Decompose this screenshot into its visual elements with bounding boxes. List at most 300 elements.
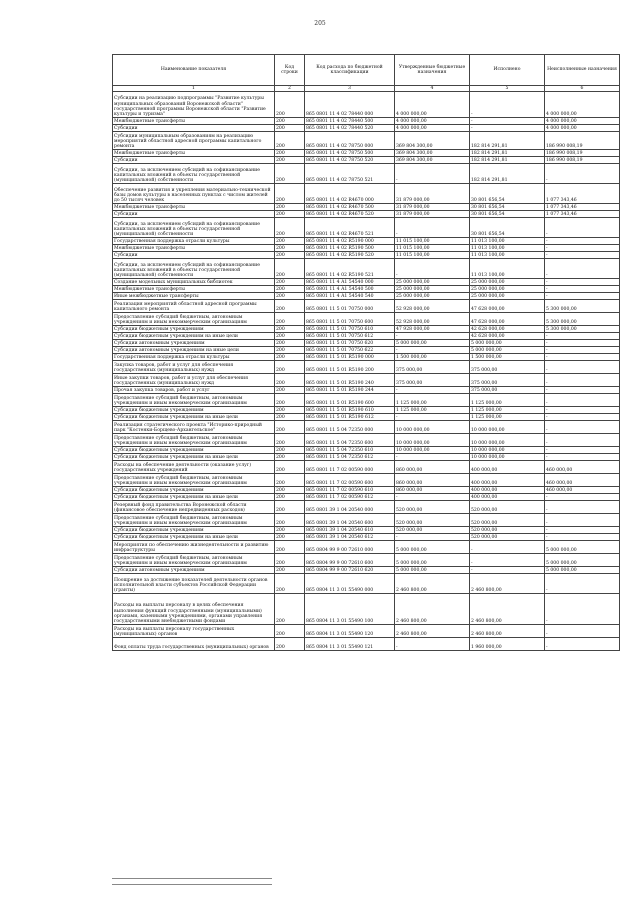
row-code-cell: 200 (275, 474, 305, 487)
row-code-cell: 200 (275, 347, 305, 354)
table-row (113, 474, 620, 487)
row-executed-cell: 42 628 000,00 (470, 333, 545, 340)
row-executed-cell: 11 013 100,00 (470, 245, 545, 252)
row-classification-cell: 865 0801 11 4 02 R4670 520 (305, 211, 395, 218)
row-name-cell: Реализация стратегического проекта "Историко-природный парк "Костенки-Борщево-Архангельское" (113, 421, 275, 434)
row-unexecuted-cell: - (545, 238, 620, 245)
row-code-cell: 200 (275, 361, 305, 374)
table-row (113, 534, 620, 541)
row-classification-cell: 865 0801 11 7 02 00590 000 (305, 461, 395, 474)
row-executed-cell: 42 628 000,00 (470, 326, 545, 333)
header-approved: Утвержденные бюджетные назначения (395, 55, 470, 86)
row-classification-cell: 865 0801 11 4 02 R5190 521 (305, 259, 395, 279)
row-name-cell: Межбюджетные трансферты (113, 245, 275, 252)
row-classification-cell: 865 0804 99 9 00 72610 620 (305, 567, 395, 574)
row-unexecuted-cell: 1 077 343,46 (545, 211, 620, 218)
row-classification-cell: 865 0801 11 7 02 00590 612 (305, 494, 395, 501)
row-unexecuted-cell: 5 300 000,00 (545, 326, 620, 333)
row-classification-cell: 865 0801 11 5 01 70750 620 (305, 340, 395, 347)
row-unexecuted-cell: - (545, 414, 620, 421)
table-row (113, 92, 620, 118)
row-classification-cell: 865 0801 11 4 A1 54540 000 (305, 279, 395, 286)
row-classification-cell: 865 0801 11 4 02 78750 521 (305, 164, 395, 184)
table-row (113, 125, 620, 132)
row-approved-cell: 860 000,00 (395, 487, 470, 494)
header-name: Наименование показателя (113, 55, 275, 86)
row-unexecuted-cell: - (545, 407, 620, 414)
row-code-cell: 200 (275, 494, 305, 501)
row-approved-cell: 2 460 800,00 (395, 594, 470, 625)
table-row (113, 625, 620, 638)
row-approved-cell: 11 015 100,00 (395, 238, 470, 245)
row-executed-cell: 10 000 000,00 (470, 434, 545, 447)
row-code-cell: 200 (275, 279, 305, 286)
row-classification-cell: 865 0801 39 1 04 20540 000 (305, 501, 395, 514)
row-classification-cell: 865 0801 11 5 04 72350 000 (305, 421, 395, 434)
row-name-cell: Межбюджетные трансферты (113, 204, 275, 211)
row-classification-cell: 865 0801 11 4 02 R5190 000 (305, 238, 395, 245)
row-unexecuted-cell: - (545, 374, 620, 387)
row-approved-cell: 4 000 000,00 (395, 118, 470, 125)
table-row (113, 638, 620, 651)
table-row (113, 407, 620, 414)
row-unexecuted-cell: - (545, 534, 620, 541)
row-executed-cell: 520 000,00 (470, 501, 545, 514)
row-classification-cell: 865 0801 11 4 02 78750 520 (305, 157, 395, 164)
row-unexecuted-cell: - (545, 252, 620, 259)
row-approved-cell: 4 000 000,00 (395, 125, 470, 132)
row-executed-cell: 375 000,00 (470, 374, 545, 387)
row-code-cell: 200 (275, 434, 305, 447)
row-code-cell: 200 (275, 313, 305, 326)
row-code-cell: 200 (275, 527, 305, 534)
row-code-cell: 200 (275, 184, 305, 204)
row-approved-cell: - (395, 414, 470, 421)
row-approved-cell: - (395, 259, 470, 279)
row-executed-cell: 375 000,00 (470, 361, 545, 374)
table-row (113, 211, 620, 218)
row-code-cell: 200 (275, 259, 305, 279)
row-unexecuted-cell: - (545, 293, 620, 300)
row-executed-cell: 1 500 000,00 (470, 354, 545, 361)
row-executed-cell: - (470, 118, 545, 125)
row-code-cell: 200 (275, 125, 305, 132)
row-approved-cell: - (395, 534, 470, 541)
row-classification-cell: 865 0801 11 4 A1 54540 540 (305, 293, 395, 300)
table-row (113, 387, 620, 394)
row-executed-cell: - (470, 554, 545, 567)
table-row (113, 487, 620, 494)
table-row (113, 340, 620, 347)
table-row (113, 567, 620, 574)
row-unexecuted-cell: 460 000,00 (545, 487, 620, 494)
row-approved-cell: 11 015 100,00 (395, 252, 470, 259)
row-classification-cell: 865 0801 39 1 04 20540 610 (305, 527, 395, 534)
row-approved-cell: 2 460 800,00 (395, 625, 470, 638)
row-executed-cell: 2 460 800,00 (470, 594, 545, 625)
row-name-cell: Мероприятия по обеспечению жизнедеятельности и развитию инфраструктуры (113, 541, 275, 554)
row-unexecuted-cell: - (545, 333, 620, 340)
row-name-cell: Реализация мероприятий областной адресной программы капитального ремонта (113, 300, 275, 313)
row-approved-cell: 375 000,00 (395, 361, 470, 374)
row-classification-cell: 865 0801 11 5 04 72350 610 (305, 447, 395, 454)
row-approved-cell: 52 928 000,00 (395, 313, 470, 326)
table-row (113, 204, 620, 211)
table-row (113, 394, 620, 407)
table-row (113, 245, 620, 252)
row-unexecuted-cell: 4 000 000,00 (545, 118, 620, 125)
row-classification-cell: 865 0801 11 5 01 70750 000 (305, 300, 395, 313)
row-executed-cell: 2 460 800,00 (470, 574, 545, 594)
row-code-cell: 200 (275, 286, 305, 293)
row-classification-cell: 865 0804 99 9 00 72610 000 (305, 541, 395, 554)
row-name-cell: Субсидии бюджетным учреждениям (113, 407, 275, 414)
table-row (113, 514, 620, 527)
row-name-cell: Субсидии бюджетным учреждениям на иные цели (113, 534, 275, 541)
row-code-cell: 200 (275, 164, 305, 184)
row-approved-cell: 375 000,00 (395, 374, 470, 387)
row-unexecuted-cell: 4 000 000,00 (545, 125, 620, 132)
table-row (113, 326, 620, 333)
column-number: 2 (275, 86, 305, 92)
row-approved-cell: - (395, 218, 470, 238)
row-code-cell: 200 (275, 238, 305, 245)
row-classification-cell: 865 0801 11 4 02 78440 500 (305, 118, 395, 125)
row-name-cell: Субсидии (113, 157, 275, 164)
row-name-cell: Межбюджетные трансферты (113, 150, 275, 157)
table-row (113, 300, 620, 313)
row-approved-cell: 860 000,00 (395, 461, 470, 474)
row-executed-cell: 10 000 000,00 (470, 421, 545, 434)
row-approved-cell: 369 804 300,00 (395, 157, 470, 164)
row-classification-cell: 865 0804 11 3 01 55490 100 (305, 594, 395, 625)
row-classification-cell: 865 0801 11 4 02 78750 500 (305, 150, 395, 157)
row-code-cell: 200 (275, 252, 305, 259)
row-unexecuted-cell: 5 300 000,00 (545, 313, 620, 326)
row-approved-cell: 25 000 000,00 (395, 279, 470, 286)
row-approved-cell: 520 000,00 (395, 501, 470, 514)
row-code-cell: 200 (275, 567, 305, 574)
row-unexecuted-cell: - (545, 494, 620, 501)
row-name-cell: Субсидии автономным учреждениям (113, 567, 275, 574)
row-approved-cell: 10 000 000,00 (395, 421, 470, 434)
row-name-cell: Субсидии (113, 252, 275, 259)
row-name-cell: Расходы на выплаты персоналу государственных (муниципальных) органов (113, 625, 275, 638)
column-number: 1 (113, 86, 275, 92)
row-unexecuted-cell: 5 000 000,00 (545, 541, 620, 554)
row-code-cell: 200 (275, 374, 305, 387)
row-classification-cell: 865 0801 11 5 01 R5190 612 (305, 414, 395, 421)
row-code-cell: 200 (275, 326, 305, 333)
row-approved-cell: 369 804 300,00 (395, 132, 470, 150)
row-code-cell: 200 (275, 211, 305, 218)
row-classification-cell: 865 0801 11 5 01 R5190 240 (305, 374, 395, 387)
row-classification-cell: 865 0801 11 4 A1 54540 500 (305, 286, 395, 293)
row-executed-cell: - (470, 567, 545, 574)
row-classification-cell: 865 0801 11 4 02 78750 000 (305, 132, 395, 150)
row-approved-cell: 5 000 000,00 (395, 541, 470, 554)
row-code-cell: 200 (275, 340, 305, 347)
row-approved-cell: 520 000,00 (395, 514, 470, 527)
row-name-cell: Создание модельных муниципальных библиотек (113, 279, 275, 286)
row-approved-cell: - (395, 638, 470, 651)
row-executed-cell: 400 000,00 (470, 461, 545, 474)
row-approved-cell: 1 125 000,00 (395, 394, 470, 407)
row-code-cell: 200 (275, 501, 305, 514)
row-classification-cell: 865 0801 11 5 01 70750 610 (305, 326, 395, 333)
row-classification-cell: 865 0801 39 1 04 20540 600 (305, 514, 395, 527)
row-approved-cell: 31 879 000,00 (395, 204, 470, 211)
row-executed-cell: 182 814 291,81 (470, 132, 545, 150)
row-classification-cell: 865 0801 11 7 02 00590 600 (305, 474, 395, 487)
table-row (113, 454, 620, 461)
row-unexecuted-cell: 1 077 343,46 (545, 204, 620, 211)
table-row (113, 501, 620, 514)
column-number: 6 (545, 86, 620, 92)
table-row (113, 252, 620, 259)
row-name-cell: Предоставление субсидий бюджетным, автономным учреждениям и иным некоммерческим организациям (113, 394, 275, 407)
row-classification-cell: 865 0801 11 5 04 72350 612 (305, 454, 395, 461)
row-classification-cell: 865 0801 11 4 02 R5190 520 (305, 252, 395, 259)
table-row (113, 434, 620, 447)
table-row (113, 150, 620, 157)
row-approved-cell: 25 000 000,00 (395, 293, 470, 300)
row-unexecuted-cell: 460 000,00 (545, 461, 620, 474)
row-name-cell: Предоставление субсидий бюджетным, автономным учреждениям и иным некоммерческим организациям (113, 313, 275, 326)
table-row (113, 527, 620, 534)
row-unexecuted-cell: 5 000 000,00 (545, 554, 620, 567)
row-name-cell: Субсидии бюджетным учреждениям на иные цели (113, 454, 275, 461)
row-classification-cell: 865 0801 11 5 01 70750 622 (305, 347, 395, 354)
row-approved-cell: 369 804 300,00 (395, 150, 470, 157)
table-row (113, 574, 620, 594)
row-code-cell: 200 (275, 638, 305, 651)
row-code-cell: 200 (275, 554, 305, 567)
row-classification-cell: 865 0801 11 4 02 78440 520 (305, 125, 395, 132)
row-executed-cell: 182 814 291,81 (470, 157, 545, 164)
table-row (113, 238, 620, 245)
row-name-cell: Субсидии (113, 211, 275, 218)
row-name-cell: Поощрение за достижение показателей деятельности органов исполнительной власти субъектов Российской Федерации (гранты) (113, 574, 275, 594)
row-name-cell: Прочая закупка товаров, работ и услуг (113, 387, 275, 394)
table-row (113, 157, 620, 164)
table-row (113, 218, 620, 238)
header-code: Код строки (275, 55, 305, 86)
row-unexecuted-cell: - (545, 594, 620, 625)
row-name-cell: Субсидии бюджетным учреждениям на иные цели (113, 333, 275, 340)
row-code-cell: 200 (275, 92, 305, 118)
row-name-cell: Субсидии автономным учреждениям на иные цели (113, 347, 275, 354)
row-unexecuted-cell: 5 300 000,00 (545, 300, 620, 313)
row-name-cell: Субсидии (113, 125, 275, 132)
table-row (113, 313, 620, 326)
row-code-cell: 200 (275, 218, 305, 238)
row-name-cell: Межбюджетные трансферты (113, 286, 275, 293)
table-row (113, 361, 620, 374)
row-classification-cell: 865 0801 11 5 01 R5190 244 (305, 387, 395, 394)
row-unexecuted-cell: - (545, 421, 620, 434)
row-classification-cell: 865 0801 11 4 02 78440 000 (305, 92, 395, 118)
row-name-cell: Субсидии автономным учреждениям (113, 340, 275, 347)
row-name-cell: Государственная поддержка отрасли культуры (113, 238, 275, 245)
row-classification-cell: 865 0804 11 3 01 55490 000 (305, 574, 395, 594)
row-approved-cell: 25 000 000,00 (395, 286, 470, 293)
row-approved-cell: - (395, 333, 470, 340)
row-executed-cell: - (470, 541, 545, 554)
row-executed-cell: 2 460 800,00 (470, 625, 545, 638)
row-name-cell: Расходы на обеспечение деятельности (оказание услуг) государственных учреждений (113, 461, 275, 474)
row-name-cell: Государственная поддержка отрасли культуры (113, 354, 275, 361)
row-unexecuted-cell: - (545, 361, 620, 374)
column-number: 3 (305, 86, 395, 92)
row-code-cell: 200 (275, 625, 305, 638)
row-code-cell: 200 (275, 157, 305, 164)
budget-execution-table (112, 54, 620, 651)
row-classification-cell: 865 0801 11 4 02 R5190 500 (305, 245, 395, 252)
row-name-cell: Предоставление субсидий бюджетным, автономным учреждениям и иным некоммерческим организациям (113, 434, 275, 447)
row-code-cell: 200 (275, 487, 305, 494)
row-name-cell: Предоставление субсидий бюджетным, автономным учреждениям и иным некоммерческим организациям (113, 554, 275, 567)
row-executed-cell: 400 000,00 (470, 474, 545, 487)
row-unexecuted-cell: - (545, 638, 620, 651)
row-unexecuted-cell: 4 000 000,00 (545, 92, 620, 118)
row-unexecuted-cell: - (545, 347, 620, 354)
row-name-cell: Субсидии на реализацию подпрограммы "Развитие культуры муниципальных образований Воронежской области" государственной программы Воронежской области "Развитие культуры и туризма" (113, 92, 275, 118)
row-classification-cell: 865 0801 11 7 02 00590 610 (305, 487, 395, 494)
row-classification-cell: 865 0804 99 9 00 72610 600 (305, 554, 395, 567)
row-executed-cell: 375 000,00 (470, 387, 545, 394)
row-classification-cell: 865 0801 39 1 04 20540 612 (305, 534, 395, 541)
table-row (113, 354, 620, 361)
header-row (113, 55, 620, 86)
row-unexecuted-cell: - (545, 164, 620, 184)
row-executed-cell: 11 013 100,00 (470, 252, 545, 259)
row-approved-cell: 11 015 100,00 (395, 245, 470, 252)
row-unexecuted-cell: - (545, 514, 620, 527)
row-unexecuted-cell: - (545, 625, 620, 638)
row-approved-cell: 52 928 000,00 (395, 300, 470, 313)
row-code-cell: 200 (275, 387, 305, 394)
row-unexecuted-cell: 186 990 008,19 (545, 150, 620, 157)
row-approved-cell: 4 000 000,00 (395, 92, 470, 118)
row-executed-cell: 1 125 000,00 (470, 414, 545, 421)
row-unexecuted-cell: - (545, 245, 620, 252)
row-executed-cell: 5 000 000,00 (470, 340, 545, 347)
table-row (113, 374, 620, 387)
row-unexecuted-cell: - (545, 279, 620, 286)
row-code-cell: 200 (275, 132, 305, 150)
divider (112, 884, 272, 885)
column-number: 5 (470, 86, 545, 92)
row-code-cell: 200 (275, 354, 305, 361)
table-row (113, 541, 620, 554)
row-approved-cell: - (395, 387, 470, 394)
table-row (113, 421, 620, 434)
row-classification-cell: 865 0804 11 3 01 55490 120 (305, 625, 395, 638)
table-row (113, 447, 620, 454)
table-row (113, 333, 620, 340)
row-code-cell: 200 (275, 150, 305, 157)
row-name-cell: Обеспечение развития и укрепления материально-технической базы домов культуры в населенных пунктах с числом жителей до 50 тысяч человек (113, 184, 275, 204)
header-classification: Код расхода по бюджетной классификации (305, 55, 395, 86)
row-executed-cell: - (470, 92, 545, 118)
table-row (113, 494, 620, 501)
row-code-cell: 200 (275, 293, 305, 300)
row-name-cell: Иные закупки товаров, работ и услуг для обеспечения государственных (муниципальных) нужд (113, 374, 275, 387)
row-approved-cell: 2 460 800,00 (395, 574, 470, 594)
row-unexecuted-cell: 1 077 343,46 (545, 184, 620, 204)
row-code-cell: 200 (275, 333, 305, 340)
table-row (113, 164, 620, 184)
row-executed-cell: 30 801 656,54 (470, 218, 545, 238)
row-executed-cell: 1 125 000,00 (470, 394, 545, 407)
row-unexecuted-cell: 186 990 008,19 (545, 157, 620, 164)
row-approved-cell: 47 928 000,00 (395, 326, 470, 333)
row-approved-cell: - (395, 347, 470, 354)
row-name-cell: Субсидии бюджетным учреждениям (113, 447, 275, 454)
row-executed-cell: 47 628 000,00 (470, 300, 545, 313)
row-code-cell: 200 (275, 574, 305, 594)
row-code-cell: 200 (275, 461, 305, 474)
row-code-cell: 200 (275, 118, 305, 125)
row-approved-cell: 1 125 000,00 (395, 407, 470, 414)
row-unexecuted-cell: 5 000 000,00 (545, 567, 620, 574)
row-executed-cell: 520 000,00 (470, 527, 545, 534)
row-classification-cell: 865 0801 11 5 01 R5190 000 (305, 354, 395, 361)
row-classification-cell: 865 0804 11 3 01 55490 121 (305, 638, 395, 651)
page-number: 205 (314, 20, 326, 27)
row-code-cell: 200 (275, 594, 305, 625)
row-approved-cell: 5 000 000,00 (395, 567, 470, 574)
row-code-cell: 200 (275, 447, 305, 454)
row-executed-cell: 520 000,00 (470, 514, 545, 527)
row-executed-cell: 30 801 656,54 (470, 204, 545, 211)
row-approved-cell: 10 000 000,00 (395, 447, 470, 454)
row-executed-cell: 1 960 000,00 (470, 638, 545, 651)
row-unexecuted-cell: 460 000,00 (545, 474, 620, 487)
row-name-cell: Субсидии бюджетным учреждениям на иные цели (113, 414, 275, 421)
row-executed-cell: 182 814 291,81 (470, 150, 545, 157)
row-code-cell: 200 (275, 394, 305, 407)
row-executed-cell: 25 000 000,00 (470, 279, 545, 286)
row-approved-cell: 31 879 000,00 (395, 184, 470, 204)
row-code-cell: 200 (275, 245, 305, 252)
row-executed-cell: 11 013 100,00 (470, 259, 545, 279)
row-name-cell: Субсидии, за исключением субсидий на софинансирование капитальных вложений в объекты государственной (муниципальной) собственности (113, 164, 275, 184)
row-executed-cell: 47 628 000,00 (470, 313, 545, 326)
table-row (113, 184, 620, 204)
table-row (113, 461, 620, 474)
row-executed-cell: 10 000 000,00 (470, 447, 545, 454)
table-row (113, 286, 620, 293)
row-classification-cell: 865 0801 11 4 02 R4670 500 (305, 204, 395, 211)
row-unexecuted-cell: - (545, 434, 620, 447)
row-name-cell: Субсидии, за исключением субсидий на софинансирование капитальных вложений в объекты государственной (муниципальной) собственности (113, 259, 275, 279)
row-executed-cell: 1 125 000,00 (470, 407, 545, 414)
row-classification-cell: 865 0801 11 5 01 70750 600 (305, 313, 395, 326)
row-executed-cell: - (470, 125, 545, 132)
row-executed-cell: 400 000,00 (470, 487, 545, 494)
row-executed-cell: 400 000,00 (470, 494, 545, 501)
row-executed-cell: 25 000 000,00 (470, 293, 545, 300)
row-classification-cell: 865 0801 11 5 01 70750 612 (305, 333, 395, 340)
row-code-cell: 200 (275, 534, 305, 541)
row-name-cell: Межбюджетные трансферты (113, 118, 275, 125)
row-unexecuted-cell: - (545, 218, 620, 238)
table-row (113, 594, 620, 625)
table-body (113, 92, 620, 651)
row-name-cell: Субсидии бюджетным учреждениям (113, 487, 275, 494)
